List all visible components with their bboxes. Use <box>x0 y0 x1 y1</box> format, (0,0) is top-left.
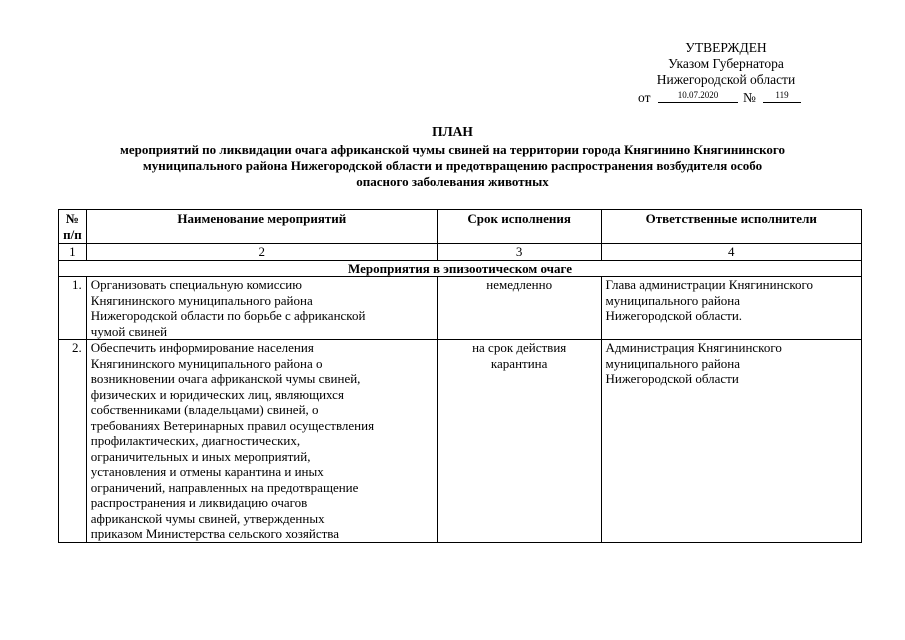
index-cell: 1 <box>59 244 87 261</box>
measure-line: установления и отмены карантина и иных <box>90 464 324 479</box>
table-row <box>59 340 862 543</box>
approval-decree: Указом Губернатора <box>668 56 784 71</box>
measure-line: требованиях Ветеринарных правил осуществления <box>90 417 375 433</box>
responsible-line: муниципального района <box>605 355 740 371</box>
row-responsible <box>601 277 861 340</box>
row-measure <box>86 277 437 340</box>
term-line: на срок действия <box>472 340 567 355</box>
measure-line: ограничительных и иных мероприятий, <box>90 448 311 464</box>
responsible-line: Нижегородской области <box>605 371 739 386</box>
row-term <box>437 340 601 543</box>
decree-date: 10.07.2020 <box>658 88 738 103</box>
plan-subtitle <box>45 142 860 190</box>
row-number: 2. <box>59 340 87 543</box>
approval-heading: УТВЕРЖДЕН <box>685 40 767 55</box>
plan-table <box>58 209 862 543</box>
measure-line: африканской чумы свиней, утвержденных <box>90 510 325 526</box>
measure-line: Обеспечить информирование населения <box>90 340 314 355</box>
row-term <box>437 277 601 340</box>
index-cell: 3 <box>437 244 601 261</box>
header-number: № п/п <box>59 210 87 244</box>
row-measure <box>86 340 437 543</box>
measure-line: Нижегородской области по борьбе с африканской <box>90 308 366 323</box>
responsible-line: муниципального района <box>605 292 740 308</box>
approval-date-row <box>600 88 852 106</box>
approval-block <box>600 40 852 106</box>
measure-line: собственниками (владельцами) свиней, о <box>90 402 319 417</box>
measure-line: Княгининского муниципального района <box>90 292 313 308</box>
from-label: от <box>638 90 651 105</box>
measure-line: Организовать специальную комиссию <box>90 277 302 292</box>
table-index-row <box>59 244 862 261</box>
header-name: Наименование мероприятий <box>86 210 437 244</box>
term-line: карантина <box>490 355 548 371</box>
responsible-line: Нижегородской области. <box>605 308 743 323</box>
row-responsible <box>601 340 861 543</box>
measure-line: распространения и ликвидацию очагов <box>90 495 308 510</box>
responsible-line: Администрация Княгининского <box>605 340 782 355</box>
row-number: 1. <box>59 277 87 340</box>
number-label: № <box>743 90 756 105</box>
term-line: немедленно <box>486 277 553 292</box>
plan-subtitle-line: муниципального района Нижегородской области и предотвращению распространения возбудителя особо <box>142 158 763 173</box>
section-title: Мероприятия в эпизоотическом очаге <box>59 260 862 277</box>
approval-region: Нижегородской области <box>656 72 796 87</box>
plan-subtitle-line: мероприятий по ликвидации очага африканской чумы свиней на территории города Княгинино Княгининского <box>119 142 786 157</box>
decree-number: 119 <box>763 88 801 103</box>
measure-line: профилактических, диагностических, <box>90 433 301 448</box>
measure-line: возникновении очага африканской чумы свиней, <box>90 371 361 386</box>
table-row <box>59 277 862 340</box>
index-cell: 4 <box>601 244 861 261</box>
measure-line: приказом Министерства сельского хозяйства <box>90 526 340 541</box>
header-term: Срок исполнения <box>437 210 601 244</box>
header-responsible: Ответственные исполнители <box>601 210 861 244</box>
plan-title: ПЛАН <box>432 124 473 139</box>
responsible-line: Глава администрации Княгининского <box>605 277 813 292</box>
index-cell: 2 <box>86 244 437 261</box>
table-section-row <box>59 260 862 277</box>
measure-line: физических и юридических лиц, являющихся <box>90 386 344 402</box>
measure-line: ограничений, направленных на предотвращение <box>90 479 359 495</box>
measure-line: чумой свиней <box>90 323 168 339</box>
table-header-row <box>59 210 862 244</box>
plan-subtitle-line: опасного заболевания животных <box>356 174 549 189</box>
measure-line: Княгининского муниципального района о <box>90 355 323 371</box>
